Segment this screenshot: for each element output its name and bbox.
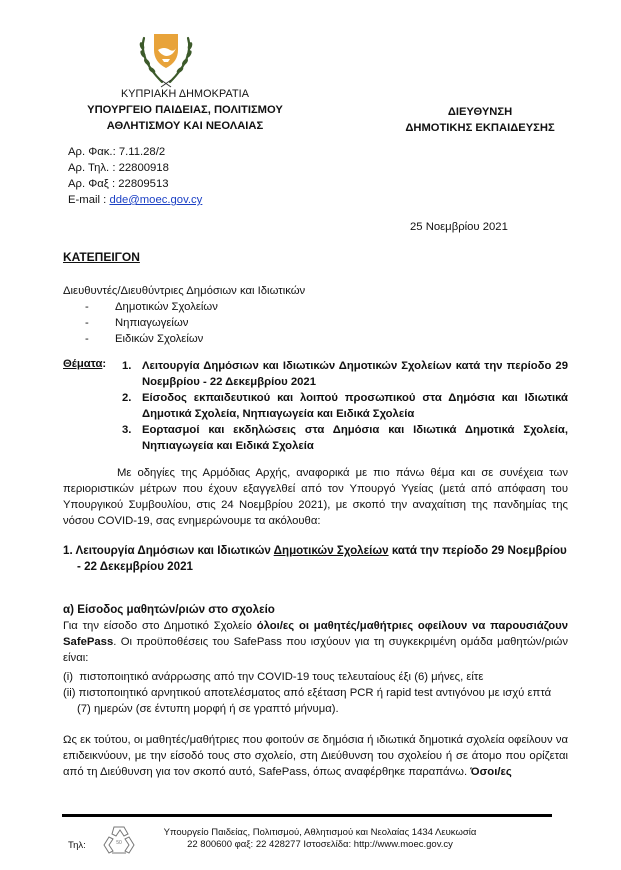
footer-address	[160, 827, 480, 851]
letter-date: 25 Νοεμβρίου 2021	[410, 221, 508, 233]
subject-item: 3. Εορτασμοί και εκδηλώσεις στα Δημόσια και Ιδιωτικά Δημοτικά Σχολεία, Νηπιαγωγεία και Ειδικά Σχολεία	[122, 424, 568, 452]
phone-number: Αρ. Τηλ. : 22800918	[68, 162, 169, 174]
recycle-icon	[102, 823, 136, 857]
urgent-label: ΚΑΤΕΠΕΙΓΟΝ	[63, 250, 140, 264]
safepass-conditions	[63, 669, 568, 717]
condition-item-continuation: (7) ημερών (σε έντυπη μορφή ή σε γραπτό μήνυμα).	[77, 703, 339, 715]
email-link[interactable]: dde@moec.gov.cy	[109, 194, 203, 206]
paragraph-2: Ως εκ τούτου, οι μαθητές/μαθήτριες που φοιτούν σε δημόσια ή ιδιωτικά δημοτικά σχολεία οφείλουν να επιδεικνύουν, με την είσοδό τους στο σχολείο, στη Διεύθυνση του σχολείου ή σε άτομο που ορίζεται από τη Διεύθυνση για τον σκοπό αυτό, SafePass, όπως αναφέρθηκε παραπάνω. Όσοι/ες	[63, 734, 568, 778]
directorate-header	[380, 104, 580, 136]
subjects-label: Θέματα:	[63, 358, 107, 370]
subject-item: 2. Είσοδος εκπαιδευτικού και λοιπού προσωπικού στα Δημόσια και Ιδιωτικά Δημοτικά Σχολεία, Νηπιαγωγεία και Ειδικά Σχολεία	[122, 392, 568, 420]
recipients	[63, 283, 305, 347]
directorate-line1: ΔΙΕΥΘΥΝΣΗ	[447, 106, 513, 118]
recipient-item: - Δημοτικών Σχολείων	[85, 301, 218, 313]
recipients-intro: Διευθυντές/Διευθύντριες Δημόσιων και Ιδιωτικών	[63, 285, 306, 297]
republic-label: ΚΥΠΡΙΑΚΗ ΔΗΜΟΚΡΑΤΙΑ	[120, 88, 250, 100]
ministry-name-line2: ΑΘΛΗΤΙΣΜΟΥ ΚΑΙ ΝΕΟΛΑΙΑΣ	[106, 120, 264, 132]
directorate-line2: ΔΗΜΟΤΙΚΗΣ ΕΚΠΑΙΔΕΥΣΗΣ	[405, 122, 555, 134]
subsection-a-text: Για την είσοδο στο Δημοτικό Σχολείο όλοι/ες οι μαθητές/μαθήτριες οφείλουν να παρουσιάζουν SafePass. Οι προϋποθέσεις του SafePass που ισχύουν για τη συγκεκριμένη ομάδα μαθητών/ριών είναι:	[63, 620, 568, 664]
email-label: E-mail :	[68, 194, 110, 206]
recipient-item: - Νηπιαγωγείων	[85, 317, 189, 329]
file-number: Αρ. Φακ.: 7.11.28/2	[68, 146, 166, 158]
condition-item: (i) πιστοποιητικό ανάρρωσης από την COVID-19 τους τελευταίους έξι (6) μήνες, είτε	[63, 671, 484, 683]
ministry-name-line1: ΥΠΟΥΡΓΕΙΟ ΠΑΙΔΕΙΑΣ, ΠΟΛΙΤΙΣΜΟΥ	[87, 104, 283, 116]
footer-tel-label: Τηλ:	[68, 840, 86, 851]
svg-text:50: 50	[116, 840, 122, 846]
footer-line2: 22 800600 φαξ: 22 428277 Ιστοσελίδα: http://www.moec.gov.cy	[187, 839, 453, 850]
fax-number: Αρ. Φαξ : 22809513	[68, 178, 169, 190]
subject-item: 1. Λειτουργία Δημόσιων και Ιδιωτικών Δημοτικών Σχολείων κατά την περίοδο 29 Νοεμβρίου - 22 Δεκεμβρίου 2021	[122, 360, 568, 388]
reference-block	[68, 144, 202, 208]
recipient-item: - Ειδικών Σχολείων	[85, 333, 204, 345]
footer-divider	[62, 814, 552, 817]
subjects-list	[122, 358, 568, 454]
subsection-a	[63, 602, 568, 666]
condition-item: (ii) πιστοποιητικό αρνητικού αποτελέσματος από εξέταση PCR ή rapid test αντιγόνου με ισχύ επτά	[63, 687, 552, 699]
email-line	[68, 192, 202, 208]
ministry-header	[60, 86, 310, 134]
cyprus-coat-of-arms-icon	[128, 30, 204, 88]
section-1-underlined: Δημοτικών Σχολείων	[273, 544, 389, 557]
intro-paragraph: Με οδηγίες της Αρμόδιας Αρχής, αναφορικά με πιο πάνω θέμα και σε συνέχεια των περιοριστικών μέτρων που έχουν εξαγγελθεί από τον Υπουργό Υγείας (μετά από απόφαση του Υπουργικού Συμβουλίου, στις 24 Νοεμβρίου 2021), με σκοπό την αναχαίτιση της πανδημίας της νόσου COVID-19, σας ενημερώνουμε τα ακόλουθα:	[63, 467, 568, 527]
subsection-a-heading: α) Είσοδος μαθητών/ριών στο σχολείο	[63, 603, 275, 616]
section-1-heading: 1. Λειτουργία Δημόσιων και Ιδιωτικών Δημοτικών Σχολείων κατά την περίοδο 29 Νοεμβρίου - 22 Δεκεμβρίου 2021	[63, 544, 567, 573]
footer-line1: Υπουργείο Παιδείας, Πολιτισμού, Αθλητισμού και Νεολαίας 1434 Λευκωσία	[163, 827, 477, 838]
